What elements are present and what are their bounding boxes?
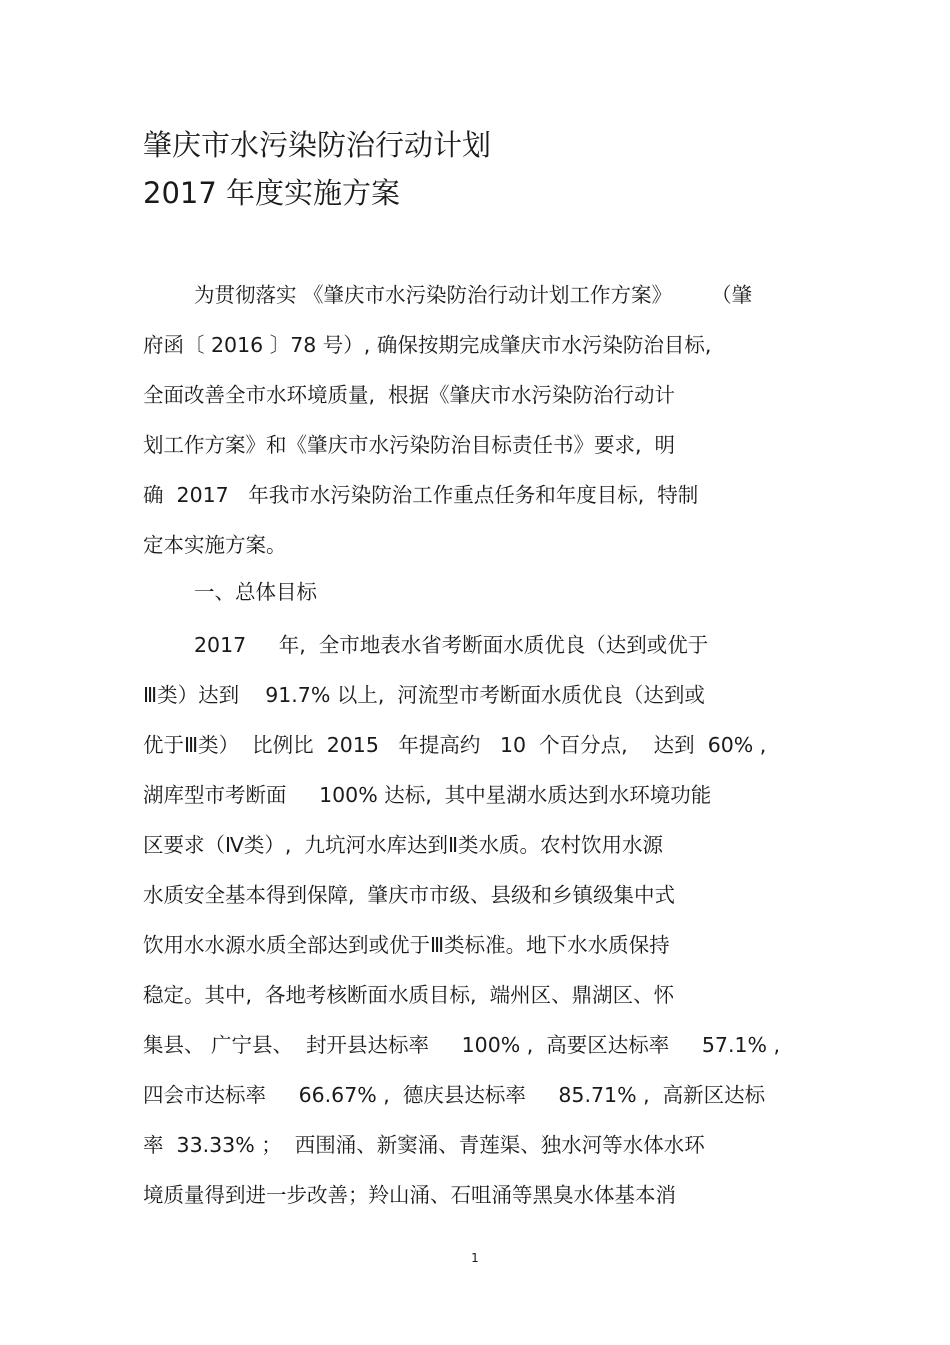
paragraph-line: 2017 年, 全市地表水省考断面水质优良（达到或优于 <box>194 633 709 657</box>
paragraph-line: 划工作方案》和《肇庆市水污染防治目标责任书》要求, 明 <box>143 433 676 457</box>
paragraph-line: 稳定。其中, 各地考核断面水质目标, 端州区、鼎湖区、怀 <box>143 983 675 1007</box>
paragraph-line: 区要求（Ⅳ类）, 九坑河水库达到Ⅱ类水质。农村饮用水源 <box>143 833 664 857</box>
paragraph-line: 境质量得到进一步改善；羚山涌、石咀涌等黑臭水体基本消 <box>143 1183 676 1207</box>
page-number: 1 <box>471 1251 479 1265</box>
paragraph-line: 府函〔 2016 〕78 号）, 确保按期完成肇庆市水污染防治目标, <box>143 333 712 357</box>
paragraph-line: 湖库型市考断面 100% 达标, 其中星湖水质达到水环境功能 <box>143 783 712 807</box>
paragraph-line: 定本实施方案。 <box>143 533 287 557</box>
paragraph-line: 全面改善全市水环境质量, 根据《肇庆市水污染防治行动计 <box>143 383 676 407</box>
paragraph-line: 四会市达标率 66.67% , 德庆县达标率 85.71% , 高新区达标 <box>143 1083 766 1107</box>
document-title-line-2: 2017 年度实施方案 <box>143 176 401 210</box>
paragraph-line: 率 33.33% ； 西围涌、新窦涌、青莲渠、独水河等水体水环 <box>143 1133 705 1157</box>
paragraph-line: 优于Ⅲ类） 比例比 2015 年提高约 10 个百分点, 达到 60% , <box>143 733 767 757</box>
document-title-line-1: 肇庆市水污染防治行动计划 <box>143 128 492 162</box>
paragraph-line: 集县、 广宁县、 封开县达标率 100% , 高要区达标率 57.1% , <box>143 1033 781 1057</box>
paragraph-line: 确 2017 年我市水污染防治工作重点任务和年度目标, 特制 <box>143 483 699 507</box>
paragraph-line: 水质安全基本得到保障, 肇庆市市级、县级和乡镇级集中式 <box>143 883 676 907</box>
paragraph-line: 饮用水水源水质全部达到或优于Ⅲ类标准。地下水水质保持 <box>143 933 670 957</box>
paragraph-line: 为贯彻落实 《肇庆市水污染防治行动计划工作方案》 （肇 <box>194 283 753 307</box>
paragraph-line: Ⅲ类）达到 91.7% 以上, 河流型市考断面水质优良（达到或 <box>143 683 705 707</box>
section-heading: 一、总体目标 <box>194 580 317 604</box>
